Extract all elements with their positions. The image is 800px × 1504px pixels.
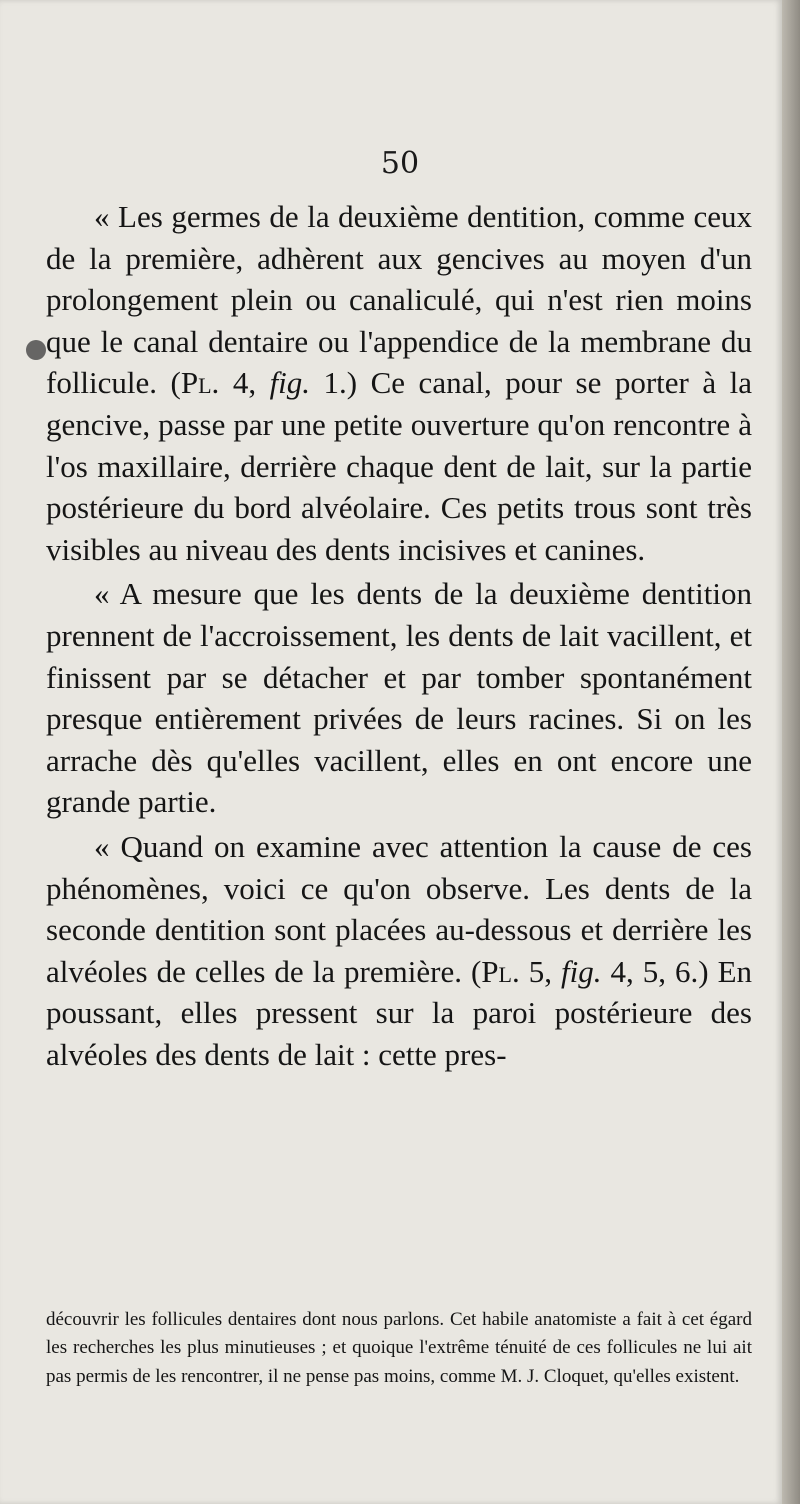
plate-reference: Pl. [481,953,520,989]
main-text [46,196,752,1078]
footnote [46,1306,752,1391]
text-run: 1.) Ce canal, pour se porter à la gencive, passe par une petite ouverture qu'on rencontre à l'os maxillaire, derrière chaque dent de lait, sur la partie postérieure du bord alvéolaire. Ces petits trous sont très visibles au niveau des dents incisives et canines. [46,365,752,567]
text-run: 4, [219,365,270,401]
text-run: 5, [519,953,561,989]
text-run: 4, 5, 6.) En poussant, elles pressent sur la paroi postérieure des alvéoles des dents de lait : cette pres- [46,953,752,1072]
page-number: 50 [380,146,420,181]
paragraph [46,573,752,823]
footnote-text: découvrir les follicules dentaires dont nous parlons. Cet habile anatomiste a fait à cet égard les recherches les plus minutieuses ; et quoique l'extrême ténuité de ces follicules ne lui ait pas permis de les rencontrer, il ne pense pas moins, comme M. J. Cloquet, qu'elles existent. [46,1309,752,1387]
ink-blot [26,340,46,360]
text-run: « Les germes de la deuxième dentition, comme ceux de la première, adhèrent aux gencives au moyen d'un prolongement plein ou canaliculé, qui n'est rien moins que le canal dentaire ou l'appendice de la membrane du follicule. ( [46,199,752,401]
text-run: « Quand on examine avec attention la cause de ces phénomènes, voici ce qu'on observe. Les dents de la seconde dentition sont placées au-dessous et derrière les alvéoles de celles de la première. ( [46,828,752,989]
paragraph [46,826,752,1076]
figure-reference: fig. [269,365,311,401]
text-run: « A mesure que les dents de la deuxième dentition prennent de l'accroissement, les dents de lait vacillent, et finissent par se détacher et par tomber spontanément presque entièrement privées de leurs racines. Si on les arrache dès qu'elles vacillent, elles en ont encore une grande partie. [46,576,752,820]
figure-reference: fig. [560,953,602,989]
plate-reference: Pl. [180,365,220,401]
page-edge-shadow [782,0,800,1504]
paragraph [46,196,752,570]
